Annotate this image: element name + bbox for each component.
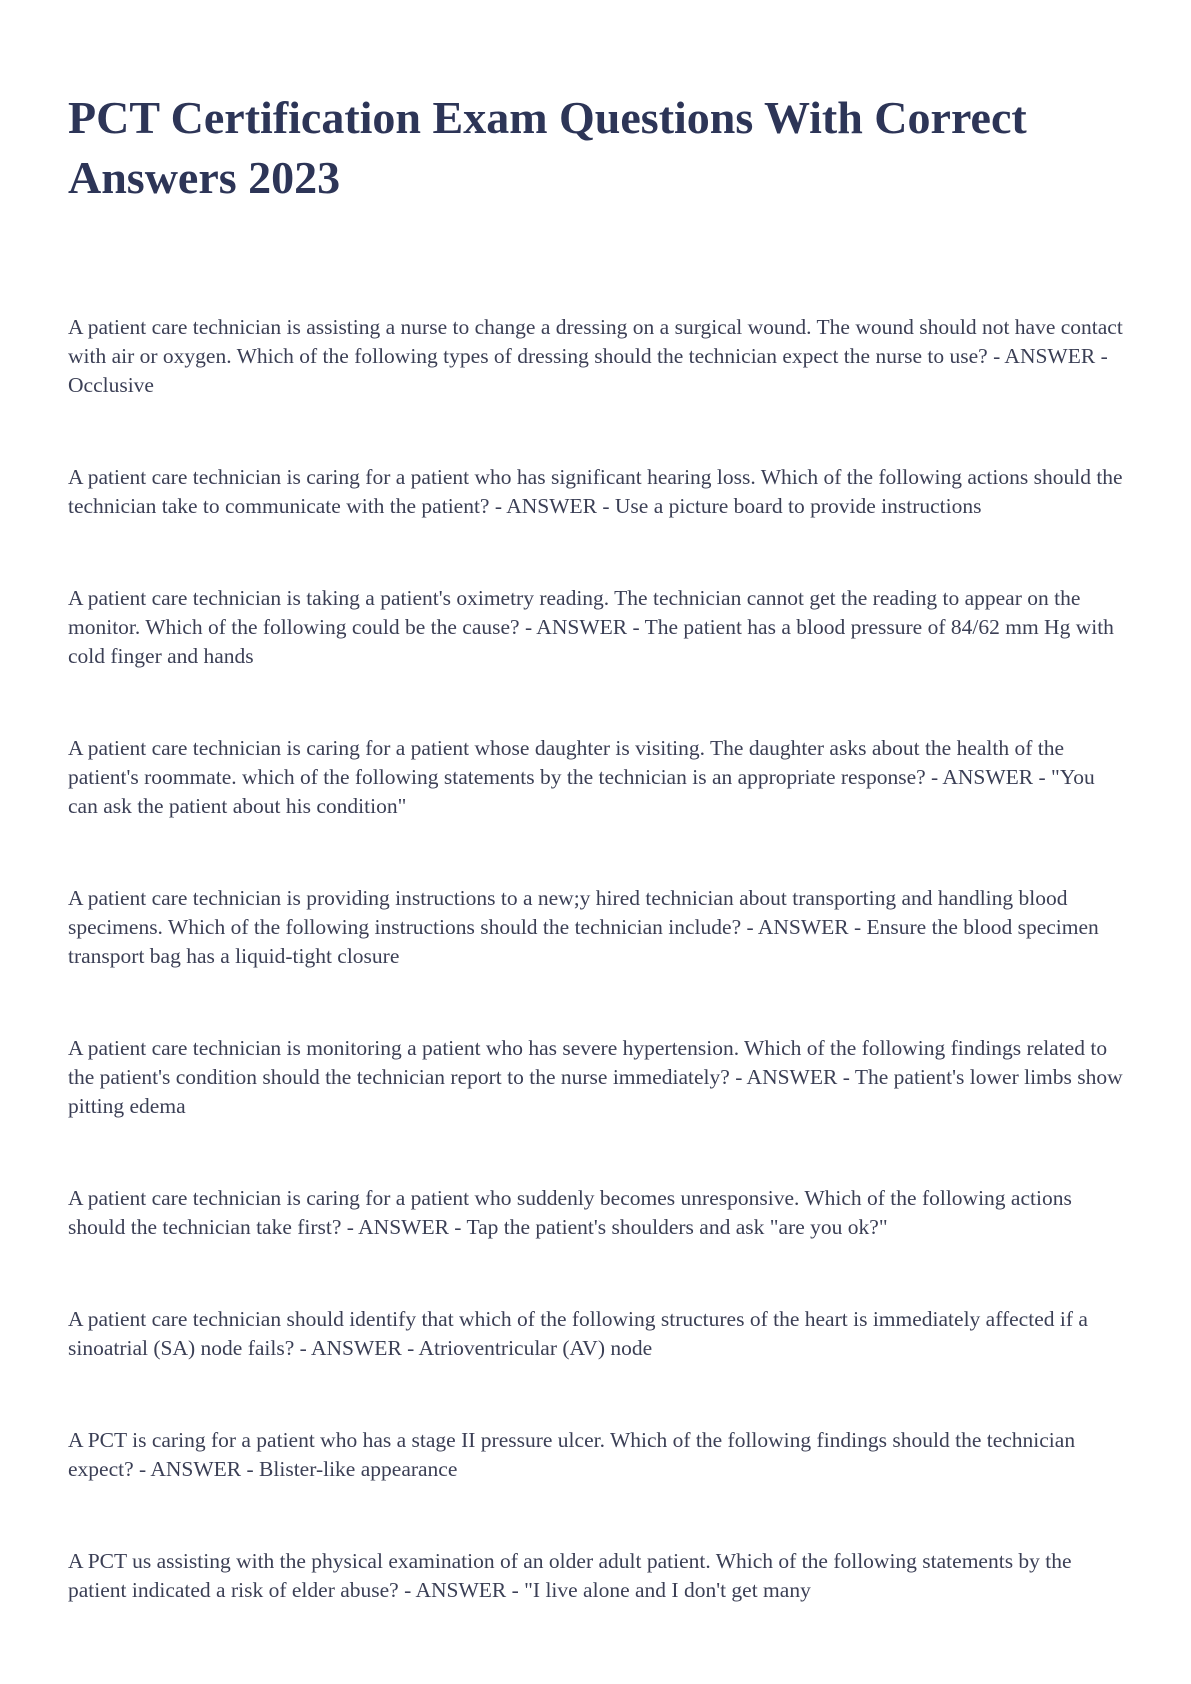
qa-item-9: A PCT is caring for a patient who has a stage II pressure ulcer. Which of the following findings should the technician expect? - ANSWER - Blister-like appearance (68, 1428, 1076, 1481)
qa-item-7: A patient care technician is caring for a patient who suddenly becomes unresponsive. Which of the following actions should the technician take first? - ANSWER - Tap the patient's shoulders and ask "are you ok?" (68, 1186, 1072, 1239)
qa-item-6: A patient care technician is monitoring a patient who has severe hypertension. Which of the following findings related to the patient's condition should the technician report to the nurse immediately? - ANSWER - The patient's lower limbs show pitting edema (68, 1036, 1123, 1118)
qa-item-4: A patient care technician is caring for a patient whose daughter is visiting. The daughter asks about the health of the patient's roommate. which of the following statements by the technician is an appropriate response? - ANSWER - "You can ask the patient about his condition" (68, 736, 1095, 818)
qa-item-10: A PCT us assisting with the physical examination of an older adult patient. Which of the following statements by the patient indicated a risk of elder abuse? - ANSWER - "I live alone and I don't get many (68, 1549, 1072, 1602)
qa-item-1: A patient care technician is assisting a nurse to change a dressing on a surgical wound. The wound should not have contact with air or oxygen. Which of the following types of dressing should the technician expect the nurse to use? - ANSWER - Occlusive (68, 315, 1123, 397)
document-title: PCT Certification Exam Questions With Correct Answers 2023 (68, 92, 1027, 203)
qa-item-5: A patient care technician is providing instructions to a new;y hired technician about transporting and handling blood specimens. Which of the following instructions should the technician include? - ANSWER - Ensure the blood specimen transport bag has a liquid-tight closure (68, 886, 1099, 968)
qa-item-2: A patient care technician is caring for a patient who has significant hearing loss. Which of the following actions should the technician take to communicate with the patient? - ANSWER - Use a picture board to provide instructions (68, 465, 1123, 518)
qa-list (68, 313, 1123, 1605)
qa-item-3: A patient care technician is taking a patient's oximetry reading. The technician cannot get the reading to appear on the monitor. Which of the following could be the cause? - ANSWER - The patient has a blood pressure of 84/62 mm Hg with cold finger and hands (68, 586, 1114, 668)
qa-item-8: A patient care technician should identify that which of the following structures of the heart is immediately affected if a sinoatrial (SA) node fails? - ANSWER - Atrioventricular (AV) node (68, 1307, 1088, 1360)
